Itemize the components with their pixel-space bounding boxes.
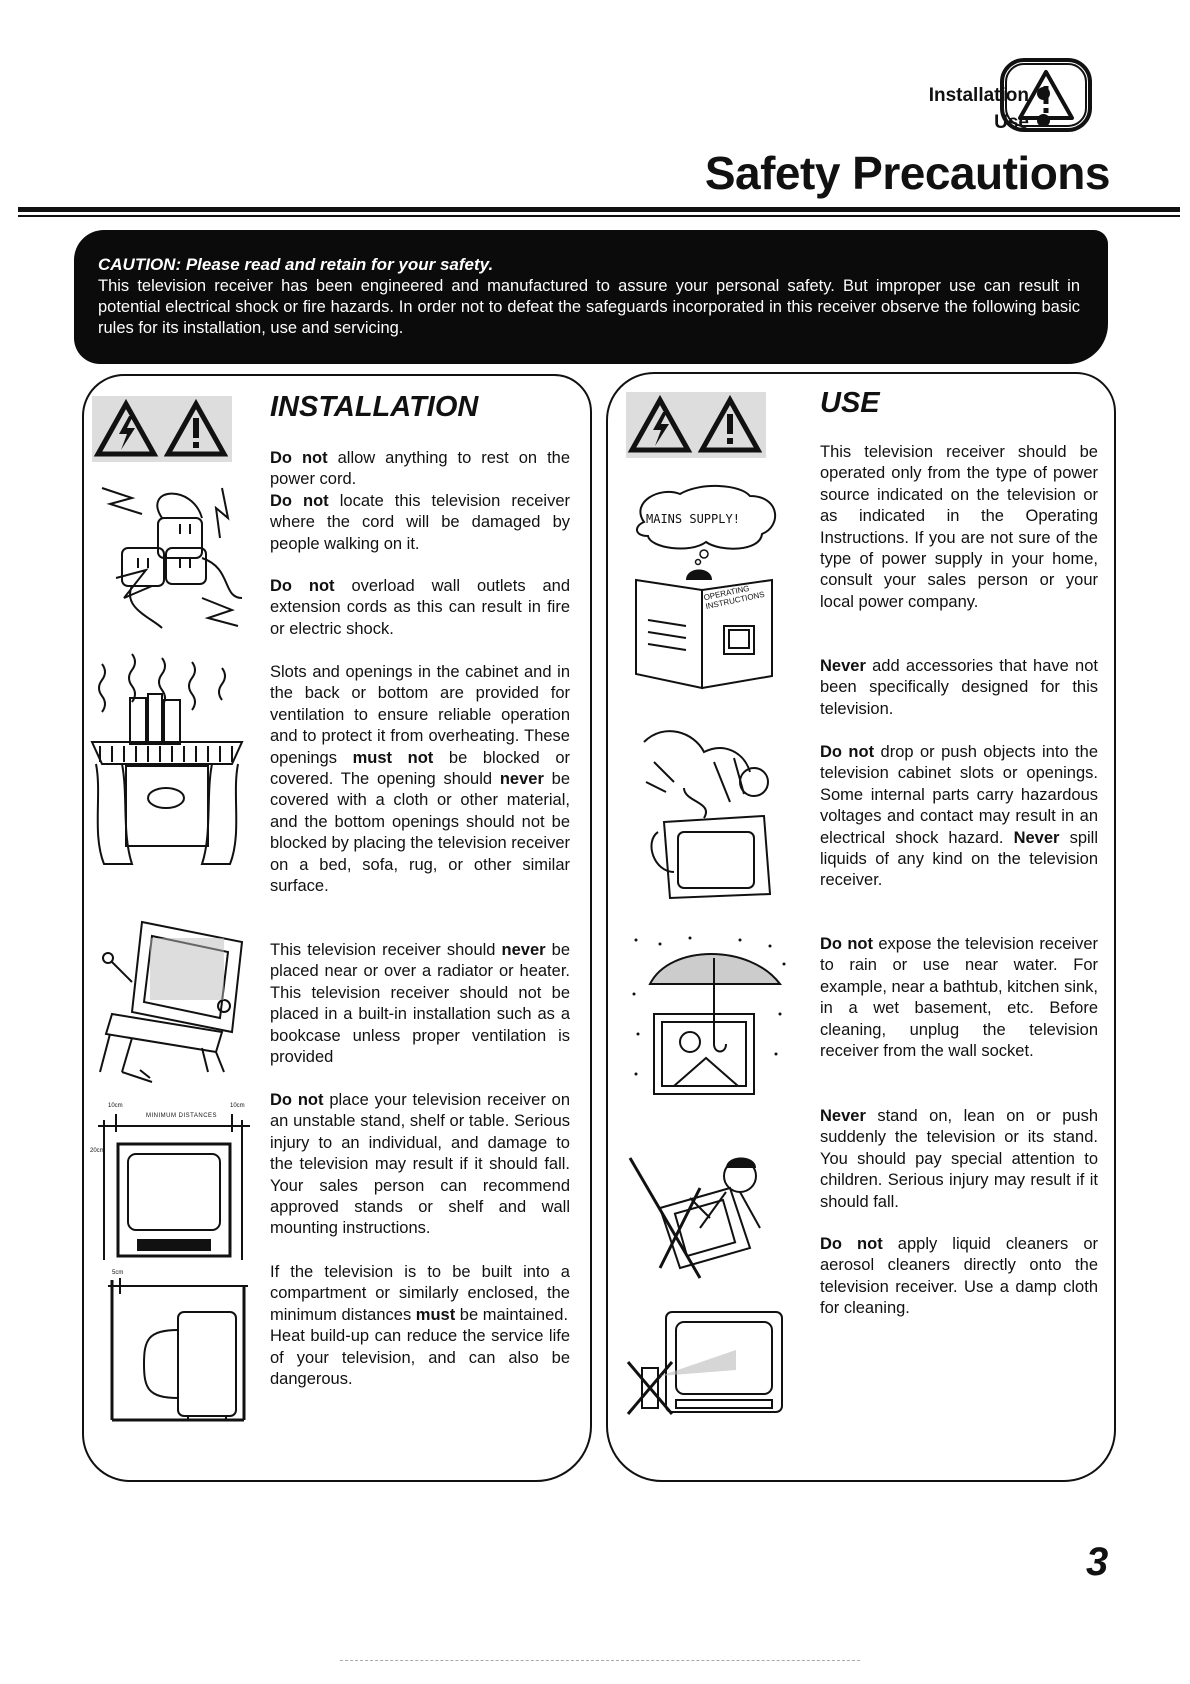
tv-in-rain-illustration: [630, 934, 790, 1104]
caution-box: [74, 230, 1108, 364]
installation-paragraph: [270, 448, 570, 555]
use-paragraph: [820, 742, 1098, 892]
nav-use-label: Use: [994, 112, 1029, 133]
overloaded-outlet-illustration: [102, 478, 242, 628]
header-rule: [18, 215, 1180, 217]
diagram-label: MINIMUM DISTANCES: [146, 1113, 218, 1119]
warning-triangle-icon: [996, 54, 1096, 136]
use-paragraph: [820, 1106, 1098, 1213]
installation-paragraph: [270, 662, 570, 897]
emphasis: Do not: [820, 1235, 883, 1253]
text: be blocked or covered. The opening should: [270, 748, 570, 789]
text: be covered with a cloth or other material, and the bottom openings should not be blocked by placing the television receiver on a bed, sofa, rug, or other similar surface.: [270, 770, 570, 896]
installation-paragraph: [270, 940, 570, 1068]
text: add accessories that have not been specifically designed for this television.: [820, 657, 1098, 718]
emphasis: must not: [352, 748, 434, 767]
caution-heading: CAUTION: Please read and retain for your safety.: [98, 255, 494, 274]
installation-paragraph: [270, 576, 570, 640]
text: Heat build-up can reduce the service life of your television, and can also be dangerous.: [270, 1327, 570, 1389]
text: spill liquids of any kind on the television receiver.: [820, 828, 1099, 890]
use-paragraph: [820, 934, 1098, 1062]
text: place your television receiver on an unstable stand, shelf or table. Serious injury to an individual, and damage to the television may result if it should fall. Your sales person can recommend approved stands or shelf and wall mounting instructions.: [270, 1091, 570, 1238]
text: Slots and openings in the cabinet and in the back or bottom are provided for ventilation to ensure reliable operation and to protect it from overheating. These openings: [270, 663, 570, 767]
header-rule: [18, 207, 1180, 212]
installation-heading: INSTALLATION: [270, 391, 479, 423]
text: expose the television receiver to rain or use near water. For example, near a bathtub, kitchen sink, in a wet basement, etc. Before cleaning, unplug the television receiver from the wall socket.: [820, 935, 1099, 1061]
diagram-label: 5cm: [112, 1270, 124, 1276]
diagram-label: 20cm: [90, 1148, 105, 1154]
text: This television receiver should: [270, 941, 502, 959]
covered-vents-illustration: [92, 654, 242, 874]
emphasis: never: [501, 941, 546, 959]
caution-text: This television receiver has been engineered and manufactured to assure your personal safety. But improper use can result in potential electrical shock or fire hazards. In order not to defeat the safeguards incorporated in this receiver observe the following basic rules for its installation, use and servicing.: [98, 277, 1080, 337]
bubble-text: MAINS SUPPLY!: [646, 512, 740, 526]
emphasis: Do not: [270, 1091, 324, 1109]
cat-spilling-on-tv-illustration: [634, 722, 784, 902]
diagram-label: 10cm: [230, 1103, 245, 1109]
use-heading: USE: [820, 387, 880, 419]
emphasis: Never: [820, 1107, 866, 1125]
text: locate this television receiver where the cord will be damaged by people walking on it.: [270, 491, 571, 553]
text: allow anything to rest on the power cord.: [270, 449, 571, 489]
minimum-distance-front-diagram: [98, 1110, 250, 1260]
installation-paragraph: [270, 1262, 570, 1390]
no-aerosol-cleaner-illustration: [626, 1310, 786, 1420]
installation-paragraph: [270, 1090, 570, 1240]
text: be placed near or over a radiator or heater. This television receiver should not be placed in a built-in installation such as a bookcase unless proper ventilation is provided: [270, 941, 570, 1067]
use-paragraph: This television receiver should be operated only from the type of power source indicated on the television or as indicated in the Operating Instructions. If you are not sure of the type of power supply in your home, consult your sales person or your local power company.: [820, 443, 1098, 611]
emphasis: Never: [1013, 828, 1060, 847]
emphasis: Do not: [270, 491, 329, 510]
text: If the television is to be built into a compartment or similarly enclosed, the minimum distances: [270, 1263, 570, 1324]
scan-artifact-line: [340, 1660, 860, 1662]
text: be maintained.: [455, 1305, 569, 1324]
text: drop or push objects into the television cabinet slots or openings. Some internal parts carry hazardous voltages and contact may result in an electrical shock hazard.: [820, 743, 1098, 847]
use-paragraph: [820, 1234, 1098, 1320]
child-on-tv-illustration: [630, 1148, 780, 1278]
hazard-warning-icons: [92, 396, 232, 462]
page-title: Safety Precautions: [704, 147, 1110, 199]
tv-near-heater-illustration: [92, 902, 242, 1082]
emphasis: Do not: [820, 743, 875, 761]
emphasis: Never: [820, 657, 866, 675]
use-paragraph: [820, 656, 1098, 720]
hazard-warning-icons: [626, 392, 766, 458]
text: overload wall outlets and extension cords as this can result in fire or electric shock.: [270, 577, 570, 638]
emphasis: must: [415, 1305, 456, 1324]
text: stand on, lean on or push suddenly the television or its stand. You should pay special attention to children. Serious injury may result if it should fall.: [820, 1107, 1098, 1211]
emphasis: Do not: [270, 577, 335, 595]
booklet-text: OPERATING INSTRUCTIONS: [702, 583, 766, 612]
page-number: 3: [1086, 1540, 1109, 1584]
emphasis: Do not: [820, 935, 873, 953]
emphasis: never: [499, 770, 544, 789]
diagram-label: 10cm: [108, 1103, 123, 1109]
text: apply liquid cleaners or aerosol cleaners directly onto the television receiver. Use a damp cloth for cleaning.: [820, 1235, 1098, 1318]
emphasis: Do not: [270, 449, 328, 467]
minimum-distance-side-diagram: [108, 1270, 248, 1420]
nav-installation-label: Installation: [928, 85, 1029, 106]
